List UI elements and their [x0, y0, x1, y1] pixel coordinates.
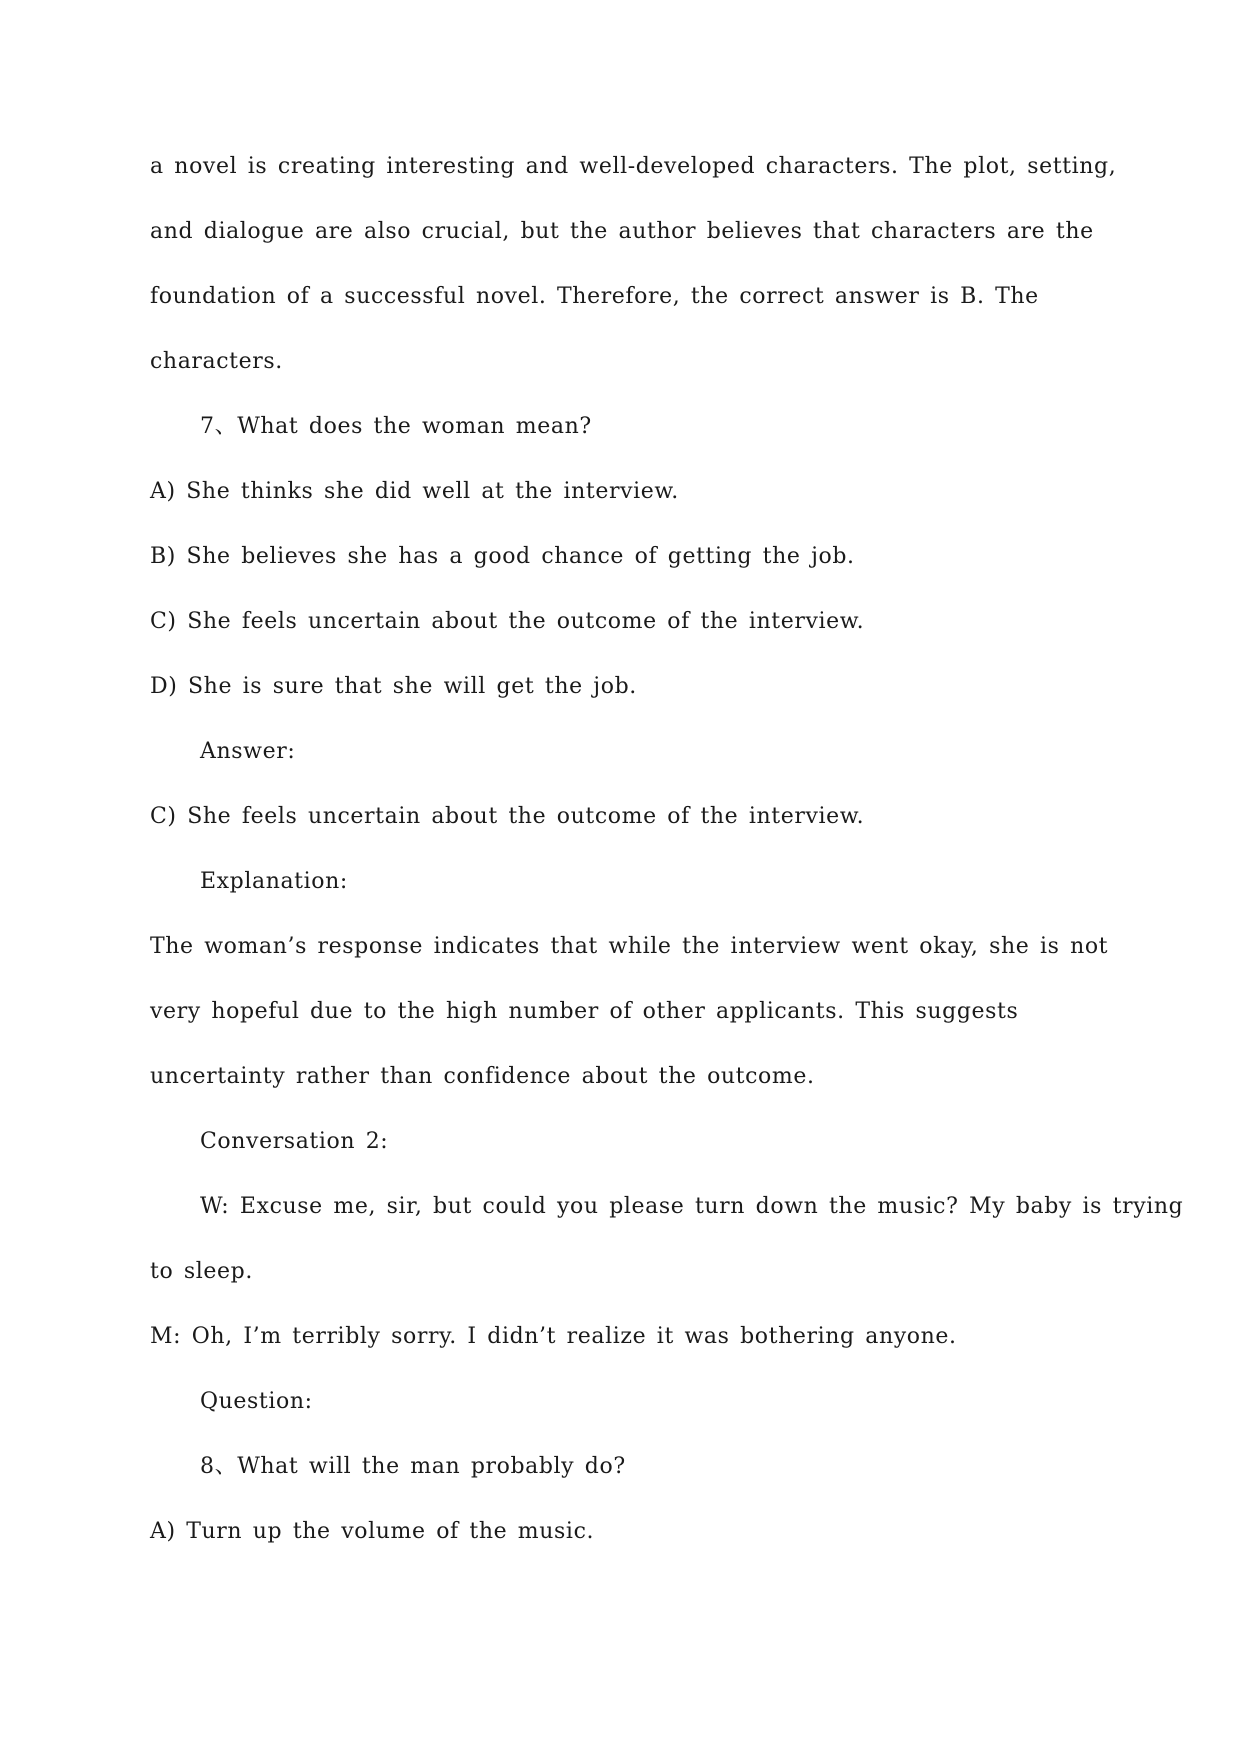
question-7: 7、What does the woman mean?: [200, 414, 592, 439]
dialogue-line-man: M: Oh, I’m terribly sorry. I didn’t realize it was bothering anyone.: [150, 1324, 957, 1349]
explanation-line: The woman’s response indicates that while the interview went okay, she is not: [150, 934, 1109, 959]
explanation-heading: Explanation:: [200, 869, 348, 894]
paragraph-line: and dialogue are also crucial, but the author believes that characters are the: [150, 219, 1094, 244]
option-a: A) She thinks she did well at the interview.: [150, 479, 679, 504]
option-b: B) She believes she has a good chance of getting the job.: [150, 544, 855, 569]
question-8: 8、What will the man probably do?: [200, 1454, 626, 1479]
explanation-line: uncertainty rather than confidence about the outcome.: [150, 1064, 815, 1089]
conversation-heading: Conversation 2:: [200, 1129, 389, 1154]
paragraph-line: a novel is creating interesting and well-developed characters. The plot, setting,: [150, 154, 1117, 179]
dialogue-line-woman: W: Excuse me, sir, but could you please turn down the music? My baby is trying: [200, 1194, 1184, 1219]
question-heading: Question:: [200, 1389, 313, 1414]
option-d: D) She is sure that she will get the job.: [150, 674, 637, 699]
paragraph-line: characters.: [150, 349, 283, 374]
answer-heading: Answer:: [200, 739, 296, 764]
paragraph-line: foundation of a successful novel. Therefore, the correct answer is B. The: [150, 284, 1039, 309]
option-c: C) She feels uncertain about the outcome of the interview.: [150, 609, 865, 634]
answer-text: C) She feels uncertain about the outcome of the interview.: [150, 804, 865, 829]
option-a: A) Turn up the volume of the music.: [150, 1519, 595, 1544]
dialogue-line-woman-cont: to sleep.: [150, 1259, 253, 1284]
explanation-line: very hopeful due to the high number of other applicants. This suggests: [150, 999, 1019, 1024]
